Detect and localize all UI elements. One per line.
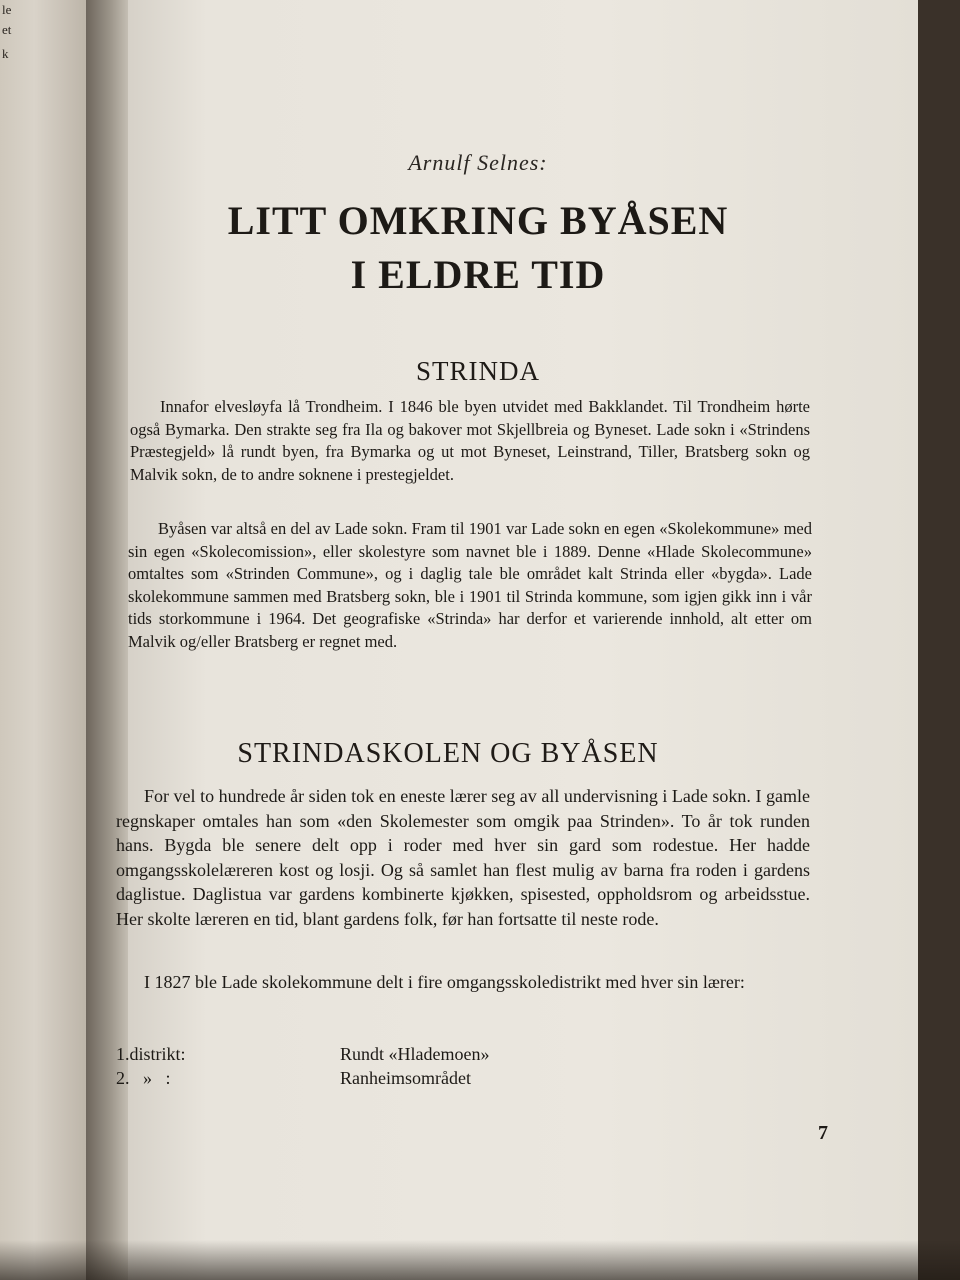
district-area: Ranheimsområdet (340, 1068, 471, 1088)
paragraph-strindaskolen-1: For vel to hundrede år siden tok en eneste lærer seg av all undervisning i Lade sokn. I gamle regnskaper omtales han som «den Skolemester som omgik paa Strinden». To år tok runden hans. Bygda ble senere delt opp i roder med hver sin gard som rodestue. Her hadde omgangsskolelæreren kost og losji. Og så samlet han flest mulig av barna fra roden i gardens daglistue. Daglistua var gardens kombinerte kjøkken, spisested, oppholdsrom og arbeidsstue. Her skolte læreren en tid, blant gardens folk, før han fortsatte til neste rode. (116, 786, 810, 929)
page-number: 7 (818, 1122, 828, 1144)
district-row (116, 1042, 806, 1066)
article-title-line-1: LITT OMKRING BYÅSEN (227, 198, 729, 243)
bottom-shadow (0, 1240, 960, 1280)
district-area: Rundt «Hlademoen» (340, 1044, 490, 1064)
section-heading-strinda: STRINDA (415, 356, 540, 386)
paragraph-strinda-1: Innafor elvesløyfa lå Trondheim. I 1846 ble byen utvidet med Bakklandet. Til Trondheim hørte også Bymarka. Den strakte seg fra Ila og bakover mot Skjellbreia og Byneset. Lade sokn i «Strindens Præstegjeld» lå rundt byen, fra Bymarka og ut mot Byneset, Leinstrand, Tiller, Bratsberg sokn og Malvik sokn, de to andre soknene i prestegjeldet. (130, 397, 810, 484)
left-page-edge-text-2: et (2, 22, 12, 37)
section-heading-strindaskolen: STRINDASKOLEN OG BYÅSEN (237, 738, 659, 769)
left-page-edge-text-1: le (2, 2, 12, 17)
paragraph-strinda-2: Byåsen var altså en del av Lade sokn. Fram til 1901 var Lade sokn en egen «Skolekommune» med sin egen «Skolecomission», eller skolestyre som navnet ble i 1889. Denne «Hlade Skolecommune» omtaltes som «Strinden Commune», og i daglig tale ble området kalt Strinda eller «bygda». Lade skolekommune sammen med Bratsberg sokn, ble i 1901 til Strinda kommune, som igjen gikk inn i vår tids storkommune i 1964. Det geografiske «Strinda» har derfor et varierende innhold, alt etter om Malvik og/eller Bratsberg er regnet med. (128, 519, 812, 651)
article-title-line-2: I ELDRE TID (350, 252, 606, 297)
paragraph-strindaskolen-2: I 1827 ble Lade skolekommune delt i fire omgangsskoledistrikt med hver sin lærer: (144, 972, 745, 992)
left-page-edge-text-3: k (2, 46, 9, 61)
left-page-strip (0, 0, 86, 1280)
district-label: 1.distrikt: (116, 1044, 186, 1064)
district-list (116, 1042, 806, 1090)
district-row (116, 1066, 806, 1090)
author-name: Arnulf Selnes: (408, 150, 548, 175)
book-page (116, 0, 918, 1280)
district-label: 2. » : (116, 1068, 171, 1088)
article-title (128, 194, 828, 302)
